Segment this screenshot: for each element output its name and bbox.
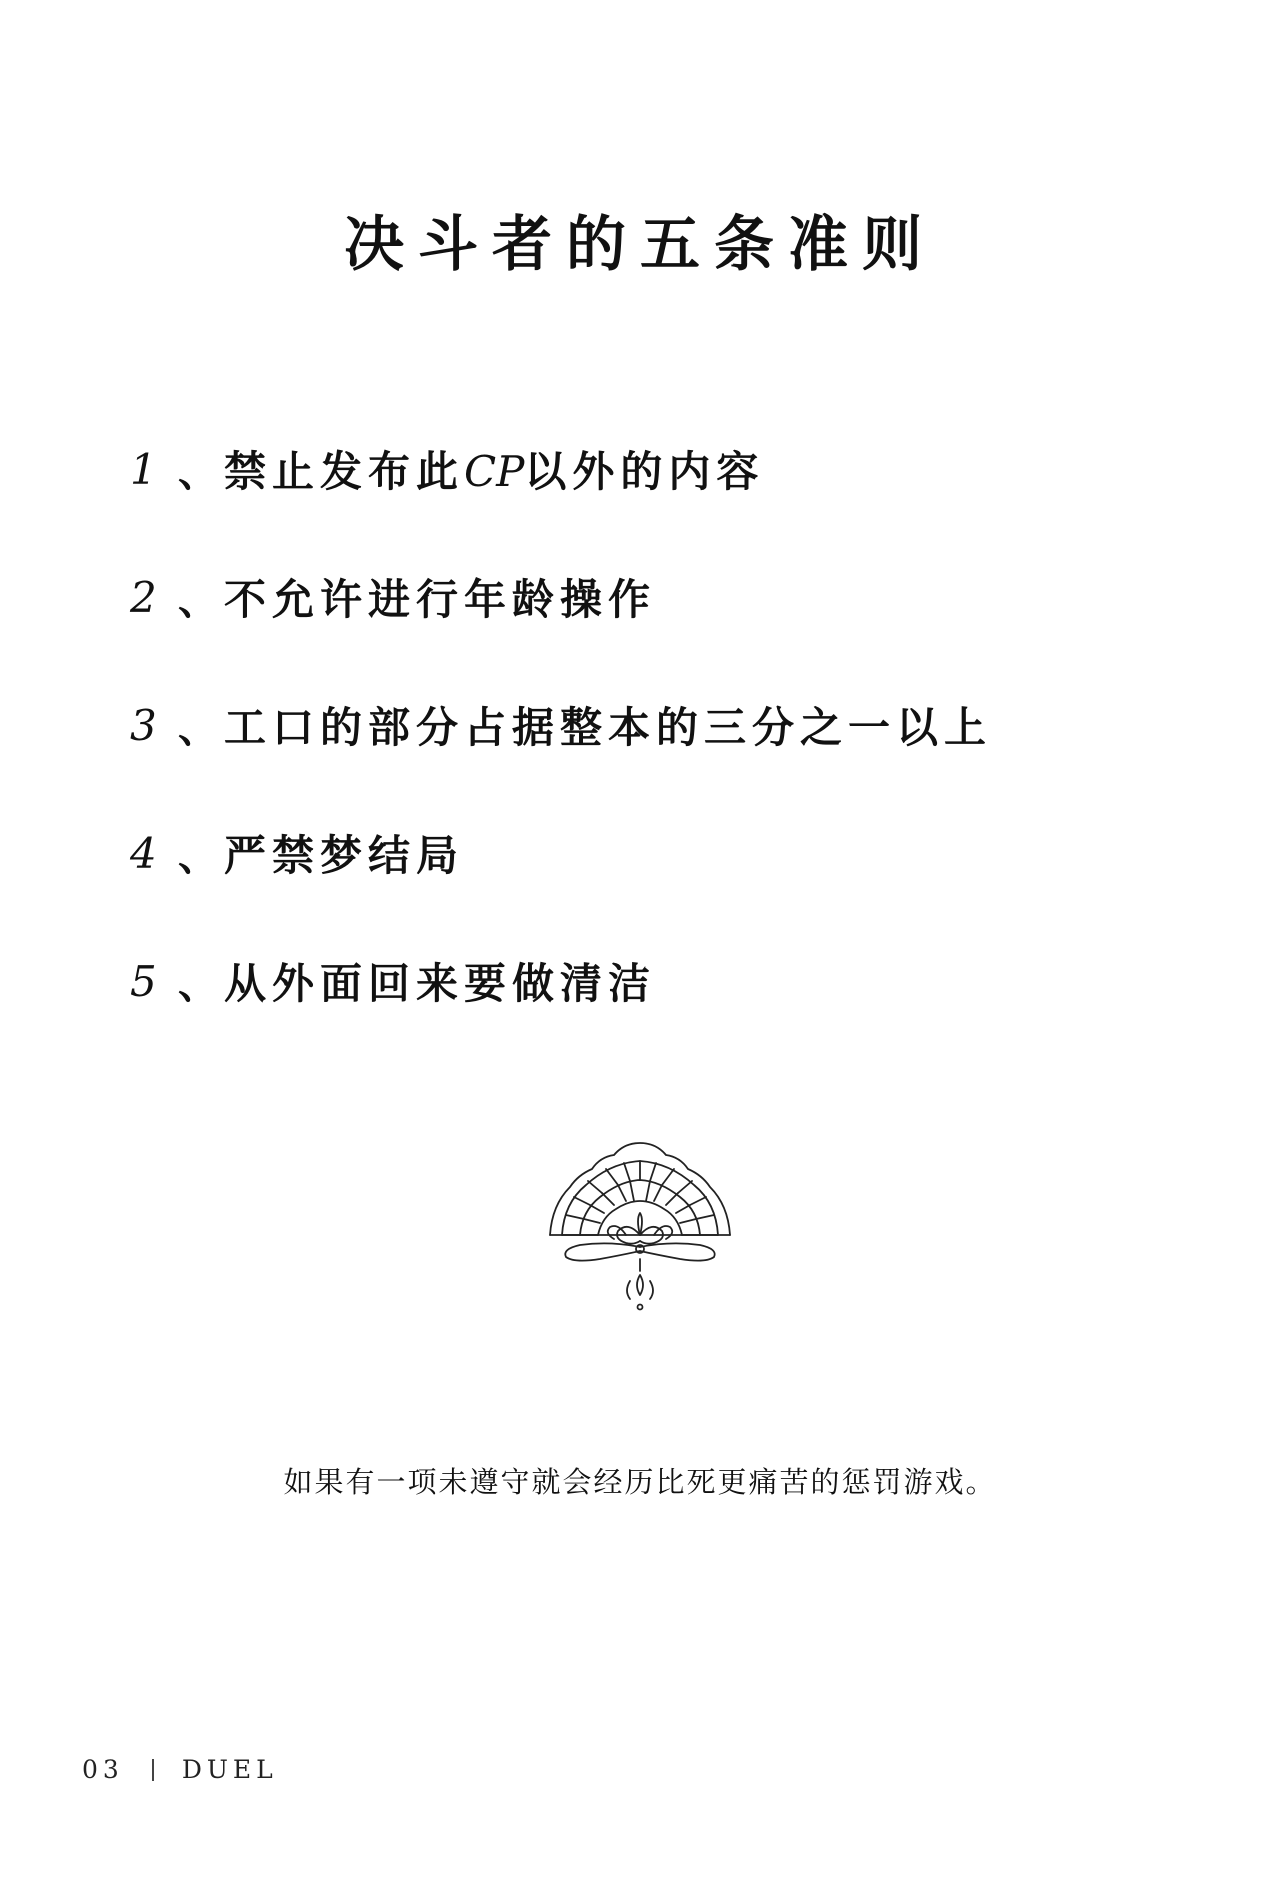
rule-text: 从外面回来要做清洁 (224, 959, 657, 1008)
rule-separator: 、 (178, 961, 218, 1008)
rule-item-4 (130, 789, 1250, 917)
rule-separator: 、 (178, 577, 218, 624)
lace-fan-ornament-icon (540, 1135, 740, 1325)
rule-text: 严禁梦结局 (224, 831, 465, 880)
rule-item-5 (130, 917, 1250, 1045)
book-title: DUEL (181, 1755, 278, 1784)
rule-text-latin: CP (464, 447, 525, 496)
footnote-text: 如果有一项未遵守就会经历比死更痛苦的惩罚游戏。 (283, 1465, 997, 1499)
page-footer (82, 1755, 278, 1784)
rule-separator: 、 (178, 833, 218, 880)
rule-item-1 (130, 405, 1250, 533)
rule-number: 2 (130, 572, 157, 622)
rule-separator: 、 (178, 705, 218, 752)
rule-text-before: 禁止发布此 (224, 447, 465, 496)
rule-number: 1 (130, 444, 157, 494)
rules-list (130, 405, 1250, 1045)
rule-number: 3 (130, 700, 157, 750)
rule-text (224, 439, 764, 499)
rule-number: 5 (130, 956, 157, 1006)
page-number: 03 (82, 1755, 124, 1784)
rule-separator: 、 (178, 449, 218, 496)
rule-number: 4 (130, 828, 157, 878)
footer-divider (152, 1759, 154, 1781)
rule-text: 不允许进行年龄操作 (224, 575, 657, 624)
rule-item-3 (130, 661, 1250, 789)
rule-item-2 (130, 533, 1250, 661)
page-title: 决斗者的五条准则 (344, 210, 936, 280)
rule-text: 工口的部分占据整本的三分之一以上 (224, 703, 993, 752)
rule-text-after: 以外的内容 (524, 447, 765, 496)
